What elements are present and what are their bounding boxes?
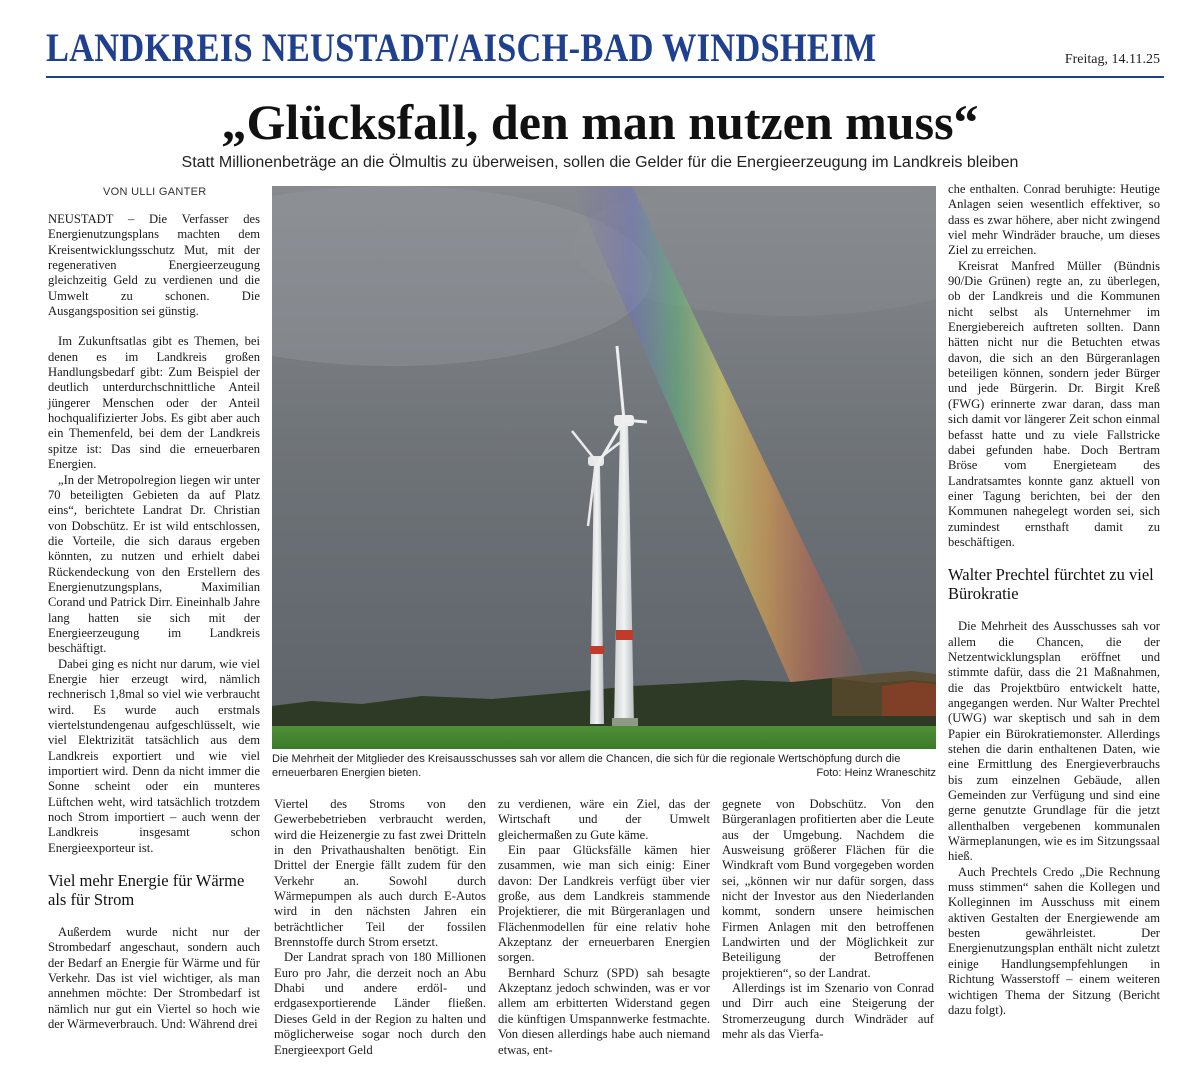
caption-text: Die Mehrheit der Mitglieder des Kreisausschusses sah vor allem die Chancen, die sich für die regionale Wertschöpfung durch die erneuerbaren Energien bieten. [272, 753, 901, 779]
article-column-2 [274, 797, 486, 1057]
paragraph: NEUSTADT – Die Verfasser des Energienutzungsplans machten dem Kreisentwicklungsschutz Mut, mit der regenerativen Energieerzeugung gleichzeitig Geld zu verdienen und die Umwelt zu schonen. Die Ausgangsposition sei günstig. [48, 212, 260, 319]
paragraph: zu verdienen, wäre ein Ziel, das der Wirtschaft und der Umwelt gleichermaßen zu Gute käme. [498, 797, 710, 842]
paragraph: che enthalten. Conrad beruhigte: Heutige Anlagen seien wesentlich effektiver, so dass es zwar höhere, aber nicht zwingend viel mehr Windräder brauche, um dieses Ziel zu erreichen. [948, 182, 1160, 258]
wind-turbine-rainbow-photo [272, 186, 936, 749]
paragraph: Dabei ging es nicht nur darum, wie viel Energie hier erzeugt wird, nämlich rechnerisch 1,8mal so viel wie verbraucht wird. Es wurde auch erstmals viertelstundengenau aufgeschlüsselt, wie viel Elektrizität tatsächlich aus dem Landkreis exportiert und wie viel importiert wird. Denn da nicht immer die Sonne scheint oder ein munteres Lüftchen weht, wird tatsächlich trotzdem noch Strom importiert – auch wenn der Landkreis insgesamt schon Energieexporteur ist. [48, 656, 260, 855]
issue-date: Freitag, 14.11.25 [1064, 52, 1160, 67]
article-column-3 [498, 797, 710, 1057]
article-column-4 [722, 797, 934, 1057]
photo-caption [272, 752, 936, 780]
paragraph: Viertel des Stroms von den Gewerbebetrieben verbraucht werden, wird die Heizenergie zu fast zwei Dritteln in den Privathaushalten benötigt. Ein Drittel der Energie fällt zudem für den Verkehr an. Sowohl durch Wärmepumpen als auch durch E-Autos wird in den nächsten Jahren ein beträchtlicher Teil der fossilen Brennstoffe durch Strom ersetzt. [274, 797, 486, 950]
paragraph: Kreisrat Manfred Müller (Bündnis 90/Die Grünen) regte an, zu überlegen, ob der Landkreis und die Kommunen nicht selbst als Unternehmer im Energiebereich auftreten sollten. Dann hätten nicht nur die Betuchten etwas davon, die sich an den Bürgeranlagen beteiligen können, sondern jeder Bürger und jede Bürgerin. Dr. Birgit Kreß (FWG) erinnerte zwar daran, dass man sich damit vor längerer Zeit schon einmal befasst hatte und zu viele Fallstricke dabei gefunden habe. Doch Bertram Bröse vom Energieteam des Landratsamtes konnte ganz aktuell von einer Tagung berichten, bei der den Kommunen nahegelegt worden sei, sich zumindest ernsthaft damit zu beschäftigen. [948, 258, 1160, 549]
paragraph: Ein paar Glücksfälle kämen hier zusammen, wie man sich einig: Einer davon: Der Landkreis verfügt über vier große, aus dem Landkreis stammende Projektierer, die mit Bürgeranlagen und Flächenmodellen für eine relativ hohe Akzeptanz der erneuerbaren Energien sorgen. [498, 843, 710, 965]
subheading: Walter Prechtel fürchtet zu viel Bürokratie [948, 565, 1154, 604]
photo-illustration [272, 186, 936, 749]
subheading: Viel mehr Energie für Wärme als für Strom [48, 871, 245, 910]
paragraph: gegnete von Dobschütz. Von den Bürgeranlagen profitierten aber die Leute aus der Umgebung. Nachdem die Ausweisung größerer Flächen für die Windkraft vom Bund vorgegeben worden sei, „können wir nur dafür sorgen, dass nicht der Investor aus den Niederlanden kommt, sondern unsere heimischen Firmen Anlagen mit den betroffenen Landwirten und der Möglichkeit zur Beteiligung der Betroffenen projektieren“, so der Landrat. [722, 797, 934, 980]
photo-credit: Foto: Heinz Wraneschitz [816, 767, 936, 779]
article-subline: Statt Millionenbeträge an die Ölmultis zu überweisen, sollen die Gelder für die Energieerzeugung im Landkreis bleiben [181, 154, 1019, 171]
section-rule [46, 76, 1164, 78]
paragraph: Allerdings ist im Szenario von Conrad und Dirr auch eine Steigerung der Stromerzeugung durch Windräder auf mehr als das Vierfa- [722, 981, 934, 1042]
article-headline: „Glücksfall, den man nutzen muss“ [221, 94, 979, 150]
paragraph: Die Mehrheit des Ausschusses sah vor allem die Chancen, die der Netzentwicklungsplan eröffnet und stimmte dafür, dass die 21 Maßnahmen, die das Projektbüro entwickelt hatte, angegangen werden. Nur Walter Prechtel (UWG) war skeptisch und sah in dem Papier ein Bürokratiemonster. Allerdings stehen die darin enthaltenen Daten, wie eine Ermittlung des Energieverbrauchs bis zum einzelnen Gebäude, allen Gemeinden zur Verfügung und sind eine gerne genutzte Grundlage für die jetzt allenthalben vergebenen kommunalen Wärmeplanungen, wie es im Sitzungssaal hieß. [948, 619, 1160, 864]
paragraph: Außerdem wurde nicht nur der Strombedarf angeschaut, sondern auch der Bedarf an Energie für Wärme und für Verkehr. Das ist viel wichtiger, als man annehmen möchte: Der Strombedarf ist nämlich nur gut ein Viertel so hoch wie der Wärmeverbrauch. Und: Während drei [48, 925, 260, 1032]
byline: VON ULLI GANTER [103, 186, 207, 198]
paragraph: Im Zukunftsatlas gibt es Themen, bei denen es im Landkreis großen Handlungsbedarf gibt: Zum Beispiel der deutlich unterdurchschnittliche Anteil jüngerer Menschen oder der Anteil hochqualifizierter Jobs. Es gibt aber auch ein Themenfeld, bei dem der Landkreis spitze ist: Das sind die erneuerbaren Energien. [48, 334, 260, 472]
paragraph: Auch Prechtels Credo „Die Rechnung muss stimmen“ sahen die Kollegen und Kolleginnen im Ausschuss mit einem aktiven Gestalten der Energiewende am besten gewährleistet. Der Energienutzungsplan enthält nicht zuletzt einige Handlungsempfehlungen in Richtung Wasserstoff – einem weiteren wichtigen Thema der Sitzung (Bericht dazu folgt). [948, 864, 1160, 1017]
article-column-1 [48, 212, 260, 1062]
paragraph: Bernhard Schurz (SPD) sah besagte Akzeptanz jedoch schwinden, was er vor allem am erbitterten Widerstand gegen die künftigen Umspannwerke festmachte. Von diesen allerdings habe auch niemand etwas, ent- [498, 965, 710, 1057]
paragraph: Der Landrat sprach von 180 Millionen Euro pro Jahr, die derzeit noch an Abu Dhabi und andere erdöl- und erdgasexportierende Länder fließen. Dieses Geld in der Region zu halten und möglicherweise sogar noch durch den Energieexport Geld [274, 950, 486, 1057]
article-column-5 [948, 182, 1160, 1062]
paragraph: „In der Metropolregion liegen wir unter 70 beteiligten Gebieten da auf Platz eins“, berichtete Landrat Dr. Christian von Dobschütz. Er ist wild entschlossen, die Vorteile, die sich daraus ergeben könnten, zu nutzen und erhielt dabei Rückendeckung von den Erstellern des Energienutzungsplans, Maximilian Corand und Patrick Dirr. Eineinhalb Jahre lang hatten sie sich mit der Energieerzeugung im Landkreis beschäftigt. [48, 472, 260, 656]
section-title: LANDKREIS NEUSTADT/AISCH-BAD WINDSHEIM [46, 25, 877, 70]
